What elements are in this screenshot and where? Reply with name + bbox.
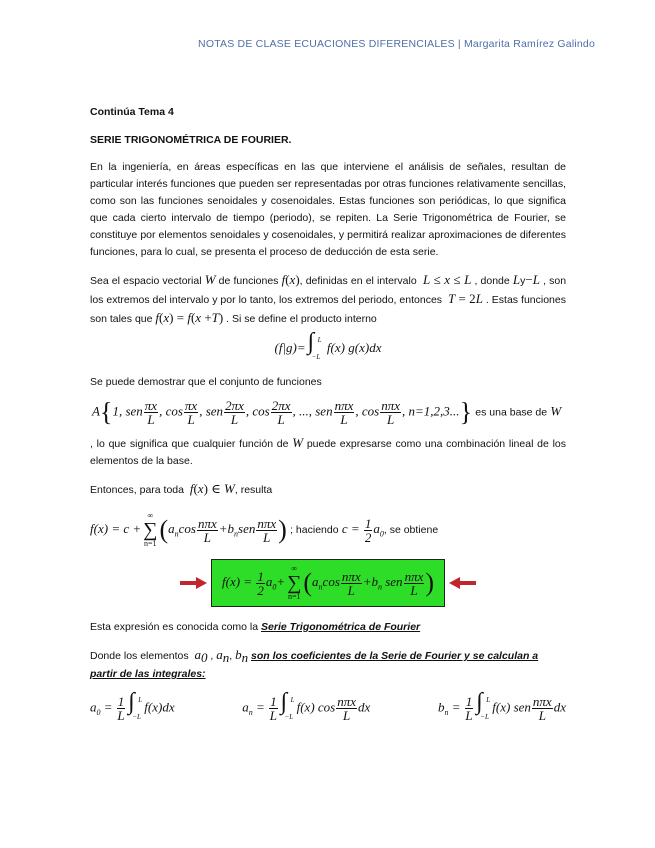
basis-intro: Se puede demostrar que el conjunto de funciones (90, 376, 322, 388)
for-all-line: Entonces, para toda f(x) ∈ W, resulta (90, 481, 273, 496)
linear-combination-paragraph: , lo que significa que cualquier función de W puede expresarse como una combinación lineal de los elementos de la base. (90, 435, 567, 467)
section-title: SERIE TRIGONOMÉTRICA DE FOURIER. (90, 134, 292, 146)
page-header: NOTAS DE CLASE ECUACIONES DIFERENCIALES | Margarita Ramírez Galindo (198, 38, 595, 50)
coefficient-integrals: $a_0$ = $\frac{1}{L}$ ∫ L −L f(x)dx $a_n$ = $\frac{1}{L}$ ∫ L −L f(x) cos $\frac{\text{nπx}}{L}$ dx $b_n$ = $\frac{1}{L}$ ∫ L −L f(x) sen $\frac{\text{nπx}}{L}$ dx (90, 688, 566, 724)
intro-paragraph: En la ingeniería, en áreas específicas en las que interviene el análisis de señales, resultan de particular interés funciones que pueden ser representadas por otras funciones relativamente sencillas, como son las funciones senoidales y cosenoidales. Estas funciones son periódicas, lo que significa que cada cierto intervalo de tiempo (periodo), se repiten. La Serie Trigonométrica de Fourier, se constituye por elementos senoidales y cosenoidales, y permitirá realizar aproximaciones de diferentes funciones, para lo cual, se presenta el proceso de deducción de esta serie. (90, 161, 566, 258)
coefficients-intro: Donde los elementos $a_0$ , $a_n$, $b_n$ son los coeficientes de la Serie de Fourier y se calculan a partir de las integrales: (90, 647, 539, 681)
section-subtitle: Continúa Tema 4 (90, 106, 174, 118)
vector-space-paragraph: Sea el espacio vectorial W de funciones f(x), definidas en el intervalo L ≤ x ≤ L , donde Ly−L , son los extremos del intervalo y por lo tanto, los extremos del periodo, entonces T = 2L . Estas funciones son tales que f(x) = f(x +T) . Si se define el producto interno (90, 272, 567, 325)
basis-equation: A{1, sen $\frac{\pi x}{L}$ , cos $\frac{\pi x}{L}$ , sen $\frac{2\pi x}{L}$ , cos $\frac{2\pi x}{L}$ , ..., sen $\frac{\text{nπx}}{L}$ , cos $\frac{\text{nπx}}{L}$ , n=1,2,3...} es una base de W (92, 397, 562, 427)
right-arrow-icon (180, 577, 208, 589)
left-arrow-icon (448, 577, 476, 589)
series-constant-equation: f(x) = c + ∞ ∑ n=1 ($a_n\cos$ $\frac{\text{nπx}}{L}$ $+b_nsen$ $\frac{\text{nπx}}{L}$ ) ; haciendo c = $\frac{1}{2}$ $a_0$, se obtiene (90, 511, 439, 548)
inner-product-equation: (f|g)= ∫ L −L f(x) g(x)dx (274, 329, 382, 361)
document-body (90, 104, 566, 722)
fourier-series-box: f(x) = $\frac{1}{2}$ $a_0+$ ∞ ∑ n=1 ($a_n\cos$ $\frac{\text{nπx}}{L}$ $+b_n$ sen $\frac{\text{nπx}}{L}$ ) (211, 559, 445, 607)
fourier-series-highlight (90, 559, 566, 607)
series-name-line: Esta expresión es conocida como la Serie Trigonométrica de Fourier (90, 621, 421, 633)
